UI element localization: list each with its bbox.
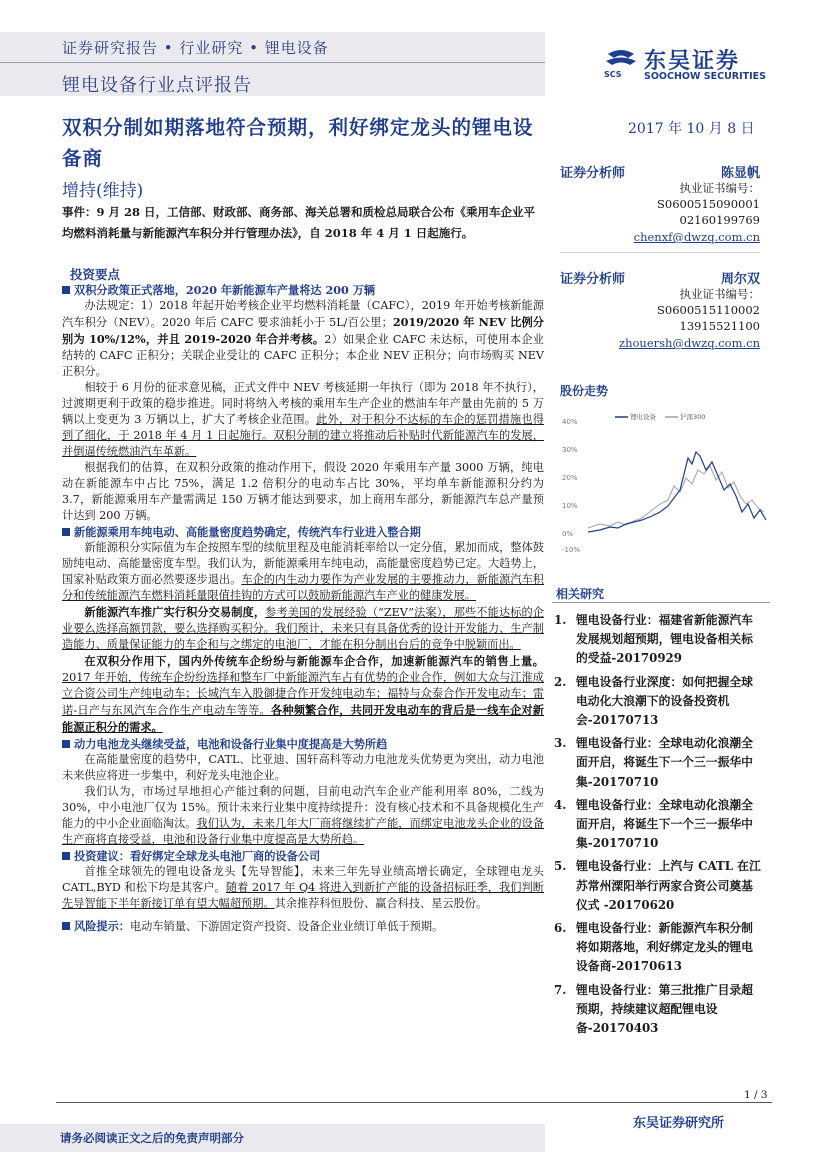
paragraph: 在高能量密度的趋势中，CATL、比亚迪、国轩高科等动力电池龙头优势更为突出，动力电池未来供应将进一步集中，利好龙头电池企业。 — [62, 753, 544, 782]
list-item[interactable]: 7. 锂电设备行业：第三批推广目录超预期，持续建议超配锂电设备-20170403 — [554, 982, 753, 1036]
legend-label: 锂电设备 — [630, 413, 656, 421]
email-link[interactable]: chenxf@dwzq.com.cn — [633, 230, 760, 244]
bullet-square-icon — [62, 852, 70, 860]
rating: 增持(维持) — [62, 181, 144, 201]
cert-number: S0600515090001 — [657, 197, 760, 211]
section-title: 新能源乘用车纯电动、高能量密度趋势确定，传统汽车行业进入整合期 — [62, 524, 544, 540]
list-item[interactable]: 5. 锂电设备行业：上汽与 CATL 在江苏常州溧阳举行两家合资公司奠基仪式 -20170620 — [554, 859, 761, 912]
stock-chart-title: 股份走势 — [560, 384, 609, 398]
report-title: 双积分制如期落地符合预期，利好绑定龙头的锂电设备商 — [62, 116, 534, 170]
list-item[interactable]: 4. 锂电设备行业：全球电动化浪潮全面开启，将诞生下一个三一振华中集-20170710 — [554, 797, 753, 851]
list-item[interactable]: 2. 锂电设备行业深度：如何把握全球电动化大浪潮下的设备投资机会-20170713 — [554, 674, 753, 728]
footer-divider — [56, 1102, 772, 1103]
related-divider — [552, 602, 770, 603]
bullet-square-icon — [62, 740, 70, 748]
bullet-square-icon — [62, 528, 70, 536]
paragraph: 相较于 6 月份的征求意见稿，正式文件中 NEV 考核延期一年执行（即为 2018 年不执行），过渡期更利于政策的稳步推进。同时将纳入考核的乘用车生产企业的燃油车年产量由先前的 5 万辆以上变更为 3 万辆以上，扩大了考核企业范围。此外，对于积分不达标的车企的惩罚措施也得到了细化，于 2018 年 4 月 1 日起施行。双积分制的建立将推动后补贴时代新能源汽车的发展，并倒逼传统燃油汽车革新。 — [62, 381, 544, 458]
analyst-role: 证券分析师 — [560, 166, 626, 181]
page-number: 1 / 3 — [744, 1089, 768, 1101]
footer-brand: 东吴证券研究所 — [633, 1116, 725, 1131]
paragraph: 办法规定：1）2018 年起开始考核企业平均燃料消耗量（CAFC），2019 年开始考核新能源汽车积分（NEV）。2020 年后 CAFC 要求油耗小于 5L/百公里；2019/2020 年 NEV 比例分别为 10%/12%，并且 2019-2020 年合并考核。2）如果企业 CAFC 未达标，可使用本企业结转的 CAFC 正积分；关联企业受让的 CAFC 正积分；本企业 NEV 正积分；向市场购买 NEV 正积分。 — [62, 299, 544, 378]
related-research-list — [554, 611, 764, 1042]
related-research-title: 相关研究 — [556, 587, 605, 601]
y-tick: 30% — [562, 446, 578, 454]
disclaimer-band — [0, 1124, 545, 1152]
header-band — [0, 32, 545, 96]
y-axis-ticks — [562, 418, 580, 554]
section-title: 投资建议：看好绑定全球龙头电池厂商的设备公司 — [62, 848, 544, 864]
paragraph: 首推全球领先的锂电设备龙头【先导智能】，未来三年先导业绩高增长确定，全球锂电龙头 CATL,BYD 和松下均是其客户。随着 2017 年 Q4 将进入到新扩产能的设备招标旺季，我们判断先导智能下半年新接订单有望大幅超预期。其余推荐科恒股份、赢合科技、星云股份。 — [62, 865, 544, 910]
paragraph: 我们认为，市场过早地担心产能过剩的问题，目前电动汽车企业产能利用率 80%，二线为 30%，中小电池厂仅为 15%。预计未来行业集中度持续提升：没有核心技术和不具备规模化生产能力的中小企业面临淘汰。我们认为，未来几年大厂商将继续扩产能，而绑定电池龙头企业的设备生产商将直接受益，电池和设备行业集中度提高是大势所趋。 — [62, 785, 544, 846]
logo-name-cn: 东吴证券 — [644, 49, 741, 74]
logo-mark-icon — [602, 46, 640, 78]
y-tick: 20% — [562, 474, 578, 482]
section-title: 双积分政策正式落地，2020 年新能源车产量将达 200 万辆 — [62, 282, 544, 298]
list-item[interactable]: 1. 锂电设备行业：福建省新能源汽车发展规划超预期，锂电设备相关标的受益-20170929 — [554, 613, 753, 666]
stock-trend-chart — [560, 400, 770, 562]
phone: 13915521100 — [679, 319, 760, 333]
company-logo — [602, 44, 772, 86]
event-summary: 事件：9 月 28 日，工信部、财政部、商务部、海关总署和质检总局联合公布《乘用车企业平均燃料消耗量与新能源汽车积分并行管理办法》，自 2018 年 4 月 1 日起施行。 — [62, 205, 536, 240]
paragraph: 新能源汽车推广实行积分交易制度，参考美国的发展经验（“ZEV”法案），那些不能达标的企业要么选择高额罚款，要么选择购买积分。我们预计，未来只有具备优秀的设计开发能力、生产制造能力、质量保证能力的车企和与之绑定的电池厂，才能在积分制出台后的竞争中脱颖而出。 — [62, 605, 544, 651]
analyst-card-1 — [560, 162, 760, 253]
y-tick: 40% — [562, 418, 578, 426]
paragraph: 新能源积分实际值为车企按照车型的续航里程及电能消耗率给以一定分值，累加而成，整体鼓励纯电动、高能量密度车型。我们认为，新能源乘用车纯电动，高能量密度趋势已定。大趋势上，国家补贴政策方面必然要逐步退出。车企的内生动力要作为产业发展的主要推动力，新能源汽车积分和传统能源汽车燃料消耗量限值挂钩的方式可以鼓励新能源汽车产业的健康发展。 — [62, 541, 544, 602]
report-type: 锂电设备行业点评报告 — [62, 75, 252, 96]
analyst-role: 证券分析师 — [560, 272, 626, 287]
analyst-name: 陈显帆 — [720, 166, 760, 181]
cert-label: 执业证书编号： — [679, 287, 760, 301]
analyst-card-2 — [560, 268, 760, 352]
paragraph: 根据我们的估算，在双积分政策的推动作用下，假设 2020 年乘用车产量 3000 万辆，纯电动在新能源车中占比 75%，满足 1.2 倍积分的电动车占比 30%，平均单车新能源积分约为 3.7，新能源乘用车产量需满足 150 万辆才能达到要求，加上商用车部分，新能源汽车总产量预计达到 200 万辆。 — [62, 461, 544, 522]
paragraph: 在双积分作用下，国内外传统车企纷纷与新能源车企合作，加速新能源汽车的销售上量。2017 年开始，传统车企纷纷选择和整车厂中新能源汽车占有优势的企业合作，例如大众与江淮成立合资公司生产纯电动车；长城汽车入股御捷合作开发纯电动车；福特与众泰合作开发电动车；雷诺-日产与东风汽车合作生产电动车等等。各种频繁合作，共同开发电动车的背后是一线车企对新能源正积分的需求。 — [62, 654, 544, 734]
logo-name-en: SOOCHOW SECURITIES — [644, 71, 766, 82]
phone: 02160199769 — [679, 213, 760, 227]
series-line-benchmark — [588, 466, 764, 528]
invest-points-title: 投资要点 — [70, 267, 121, 282]
logo-abbr: SCS — [604, 70, 622, 78]
cert-number: S0600515110002 — [657, 303, 760, 317]
bullet-square-icon — [62, 286, 70, 294]
list-item[interactable]: 6. 锂电设备行业：新能源汽车积分制将如期落地，利好绑定龙头的锂电设备商-20170613 — [554, 921, 753, 974]
breadcrumb: 证券研究报告 • 行业研究 • 锂电设备 — [62, 39, 329, 57]
cert-label: 执业证书编号： — [679, 181, 760, 195]
disclaimer-text: 请务必阅读正文之后的免责声明部分 — [60, 1131, 244, 1145]
list-item[interactable]: 3. 锂电设备行业：全球电动化浪潮全面开启，将诞生下一个三一振华中集-20170710 — [554, 736, 753, 789]
legend-label: 沪深300 — [680, 413, 706, 421]
series-line-sector — [588, 452, 766, 532]
section-title: 动力电池龙头继续受益，电池和设备行业集中度提高是大势所趋 — [62, 736, 544, 752]
bullet-square-icon — [62, 922, 70, 930]
main-body — [62, 282, 544, 935]
email-link[interactable]: zhouersh@dwzq.com.cn — [619, 336, 760, 350]
chart-legend — [615, 412, 705, 421]
risk-paragraph: 风险提示： 电动车销量、下游固定资产投资、设备企业业绩订单低于预期。 — [62, 918, 544, 935]
header-divider — [0, 62, 545, 63]
y-tick: 10% — [562, 502, 578, 510]
report-date: 2017 年 10 月 8 日 — [628, 121, 755, 137]
y-tick: 0% — [562, 530, 574, 538]
y-tick: -10% — [562, 546, 581, 554]
analyst-name: 周尔双 — [720, 272, 760, 287]
